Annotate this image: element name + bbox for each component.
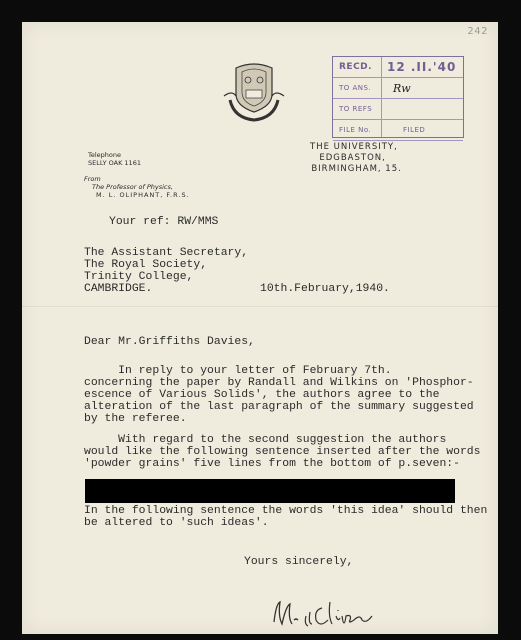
university-address: [310, 142, 402, 175]
recipient-line: The Assistant Secretary,: [84, 247, 249, 259]
paragraph-line: 'powder grains' five lines from the bottom of p.seven:-: [84, 458, 460, 470]
stamp-to-refs-label: TO REFS: [339, 105, 373, 113]
paragraph-line: escence of Various Solids', the authors agree to the: [84, 389, 440, 401]
stamp-to-ans-label: TO ANS.: [339, 84, 372, 92]
fold-crease: [22, 306, 498, 307]
recipient-line: Trinity College,: [84, 271, 194, 283]
paragraph-line: by the referee.: [84, 413, 187, 425]
address-line: BIRMINGHAM, 15.: [311, 164, 402, 174]
received-stamp: [332, 56, 464, 138]
recipient-line: CAMBRIDGE.: [84, 283, 153, 295]
letter-page: [22, 22, 498, 634]
paragraph-line: alteration of the last paragraph of the summary suggested: [84, 401, 474, 413]
address-line: EDGBASTON,: [319, 153, 386, 163]
paragraph-line: In reply to your letter of February 7th.: [84, 365, 392, 377]
handwritten-signature: [268, 594, 378, 634]
address-line: THE UNIVERSITY,: [310, 142, 398, 152]
your-ref: Your ref: RW/MMS: [109, 216, 219, 228]
stamp-date: 12 .II.'40: [387, 60, 457, 74]
from-title: The Professor of Physics,: [92, 183, 173, 191]
paragraph-line: would like the following sentence inserted after the words: [84, 446, 481, 458]
paragraph-line: be altered to 'such ideas'.: [84, 517, 269, 529]
paragraph-line: concerning the paper by Randall and Wilkins on 'Phosphor-: [84, 377, 474, 389]
salutation: Dear Mr.Griffiths Davies,: [84, 336, 255, 348]
stamp-recd-label: RECD.: [339, 62, 373, 72]
recipient-line: The Royal Society,: [84, 259, 208, 271]
paragraph-line: With regard to the second suggestion the authors: [84, 434, 447, 446]
from-label: From: [84, 175, 101, 183]
page-number: 242: [467, 26, 488, 37]
stamp-divider: [381, 57, 382, 137]
letter-date: 10th.February,1940.: [260, 283, 390, 295]
stamp-file-no-label: FILE No.: [339, 126, 372, 134]
stamp-initials: Rw: [393, 82, 411, 95]
from-name: M. L. OLIPHANT, F.R.S.: [96, 191, 190, 199]
redaction-bar: [85, 479, 455, 503]
telephone-block: [88, 151, 141, 167]
university-crest-icon: [214, 60, 294, 124]
from-block: [84, 175, 190, 199]
telephone-label: Telephone: [88, 151, 122, 159]
closing: Yours sincerely,: [244, 556, 354, 568]
stamp-filed-label: FILED: [403, 126, 426, 134]
telephone-number: SELLY OAK 1161: [88, 159, 141, 167]
paragraph-line: In the following sentence the words 'this idea' should then: [84, 505, 488, 517]
